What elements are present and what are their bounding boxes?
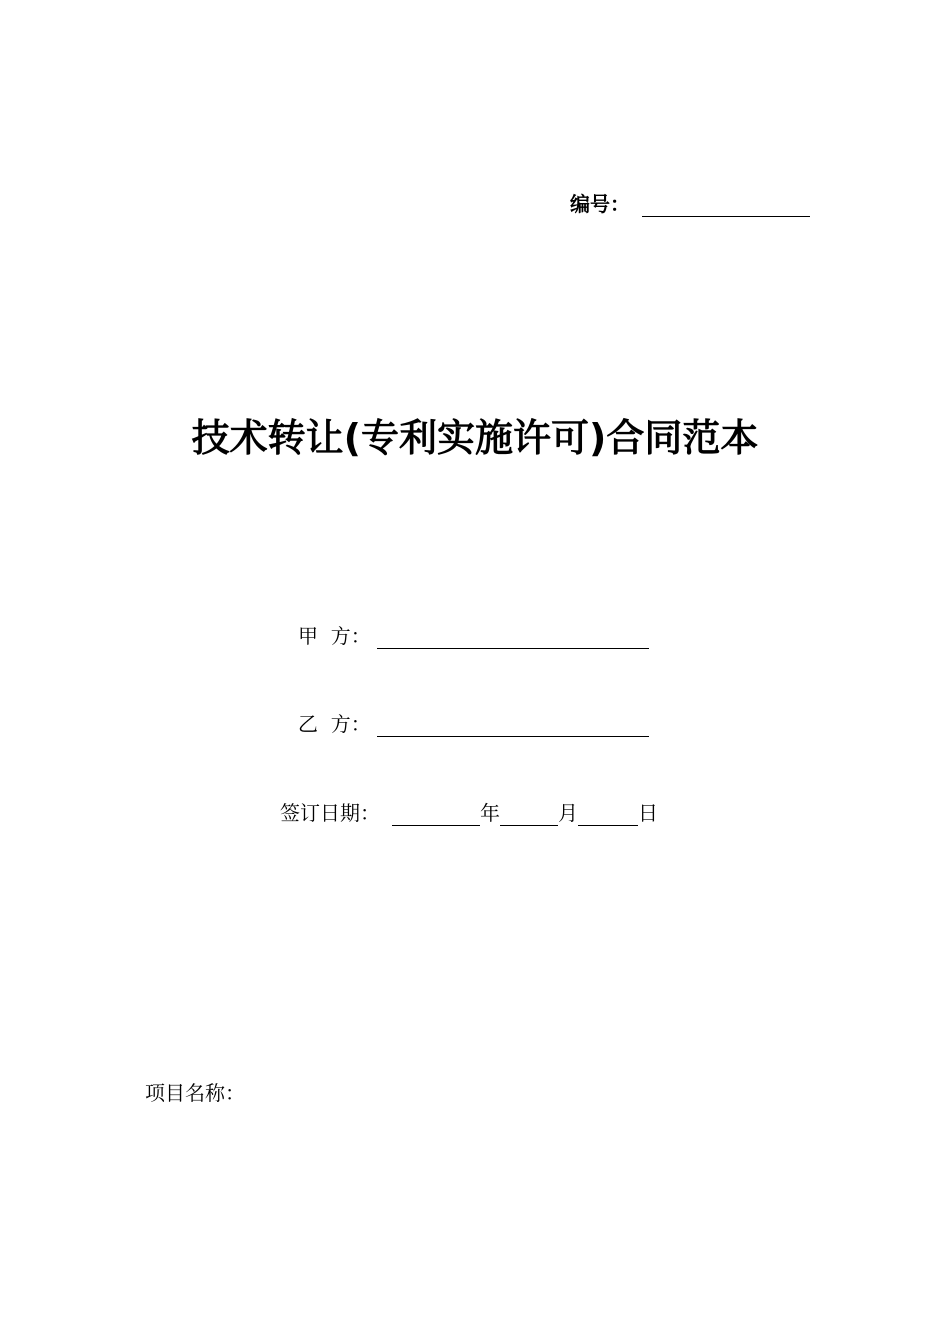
sign-date-label: 签订日期：: [280, 801, 380, 825]
party-b-field: [298, 708, 649, 737]
party-a-blank[interactable]: [377, 628, 649, 649]
document-title: 技术转让(专利实施许可)合同范本: [191, 416, 759, 460]
sign-date-field: [280, 797, 658, 826]
party-b-label: 乙 方：: [298, 712, 371, 736]
day-blank[interactable]: [578, 805, 638, 826]
party-a-label: 甲 方：: [298, 624, 371, 648]
serial-number-field: [570, 188, 810, 217]
year-blank[interactable]: [392, 805, 480, 826]
party-a-field: [298, 620, 649, 649]
day-label: 日: [638, 801, 658, 825]
serial-number-label: 编号：: [570, 192, 630, 216]
serial-number-blank[interactable]: [642, 194, 810, 217]
month-blank[interactable]: [500, 805, 558, 826]
month-label: 月: [558, 801, 578, 825]
party-b-blank[interactable]: [377, 716, 649, 737]
project-name-label: 项目名称：: [145, 1081, 245, 1105]
year-label: 年: [480, 801, 500, 825]
